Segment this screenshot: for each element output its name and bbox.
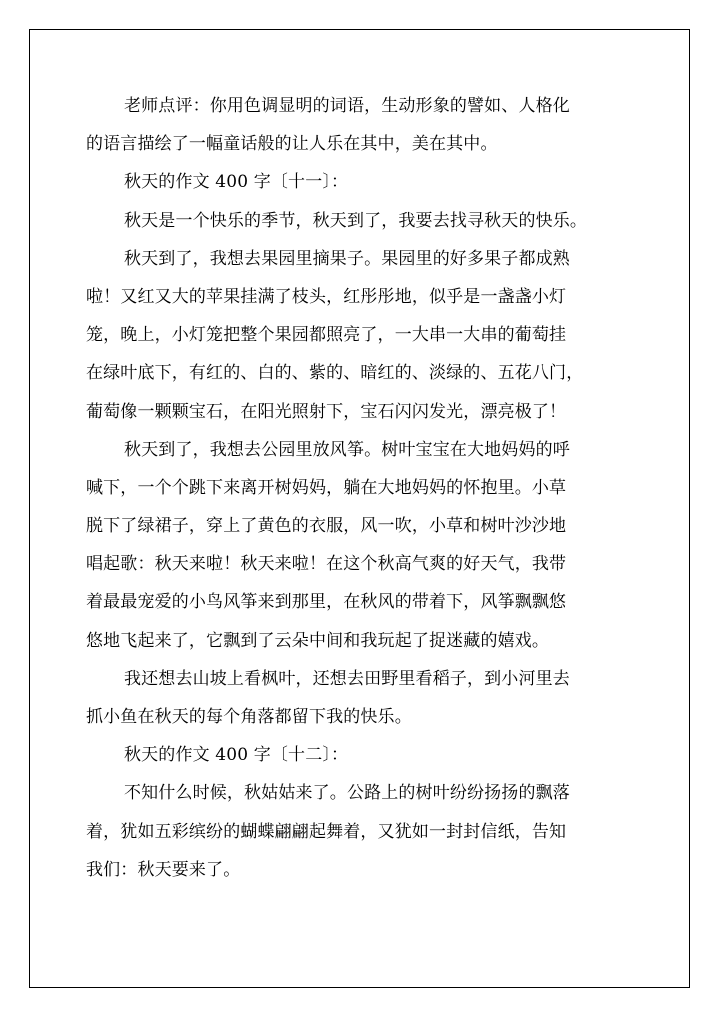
section-heading: 秋天的作文 400 字〔十一〕： <box>124 172 349 193</box>
text-line: 老师点评：你用色调显明的词语，生动形象的譬如、人格化 <box>124 96 570 116</box>
text-line: 我还想去山坡上看枫叶，还想去田野里看稻子，到小河里去 <box>124 668 570 689</box>
text-line: 不知什么时候，秋姑姑来了。公路上的树叶纷纷扬扬的飘落 <box>124 783 570 804</box>
text-line: 秋天到了，我想去公园里放风筝。树叶宝宝在大地妈妈的呼 <box>124 439 570 460</box>
text-line: 的语言描绘了一幅童话般的让人乐在其中，美在其中。 <box>86 134 498 155</box>
text-line: 脱下了绿裙子，穿上了黄色的衣服，风一吹，小草和树叶沙沙地 <box>86 516 567 537</box>
text-line: 秋天到了，我想去果园里摘果子。果园里的好多果子都成熟 <box>124 248 570 269</box>
text-line: 抓小鱼在秋天的每个角落都留下我的快乐。 <box>86 707 412 727</box>
text-line: 我们：秋天要来了。 <box>86 859 241 880</box>
text-line: 着最最宠爱的小鸟风筝来到那里，在秋风的带着下，风筝飘飘悠 <box>86 592 567 613</box>
text-line: 笼，晚上，小灯笼把整个果园都照亮了，一大串一大串的葡萄挂 <box>86 325 567 346</box>
document-body <box>86 87 634 889</box>
text-line: 在绿叶底下，有红的、白的、紫的、暗红的、淡绿的、五花八门， <box>86 363 584 384</box>
section-heading: 秋天的作文 400 字〔十二〕： <box>124 745 349 766</box>
text-line: 唱起歌：秋天来啦！秋天来啦！在这个秋高气爽的好天气，我带 <box>86 554 567 575</box>
text-line: 悠地飞起来了，它飘到了云朵中间和我玩起了捉迷藏的嬉戏。 <box>86 630 550 651</box>
text-line: 秋天是一个快乐的季节，秋天到了，我要去找寻秋天的快乐。 <box>124 210 588 231</box>
text-line: 着，犹如五彩缤纷的蝴蝶翩翩起舞着，又犹如一封封信纸，告知 <box>86 821 567 842</box>
text-line: 喊下，一个个跳下来离开树妈妈，躺在大地妈妈的怀抱里。小草 <box>86 477 567 498</box>
text-line: 葡萄像一颗颗宝石，在阳光照射下，宝石闪闪发光，漂亮极了！ <box>86 401 567 422</box>
text-line: 啦！又红又大的苹果挂满了枝头，红彤彤地，似乎是一盏盏小灯 <box>86 286 567 307</box>
